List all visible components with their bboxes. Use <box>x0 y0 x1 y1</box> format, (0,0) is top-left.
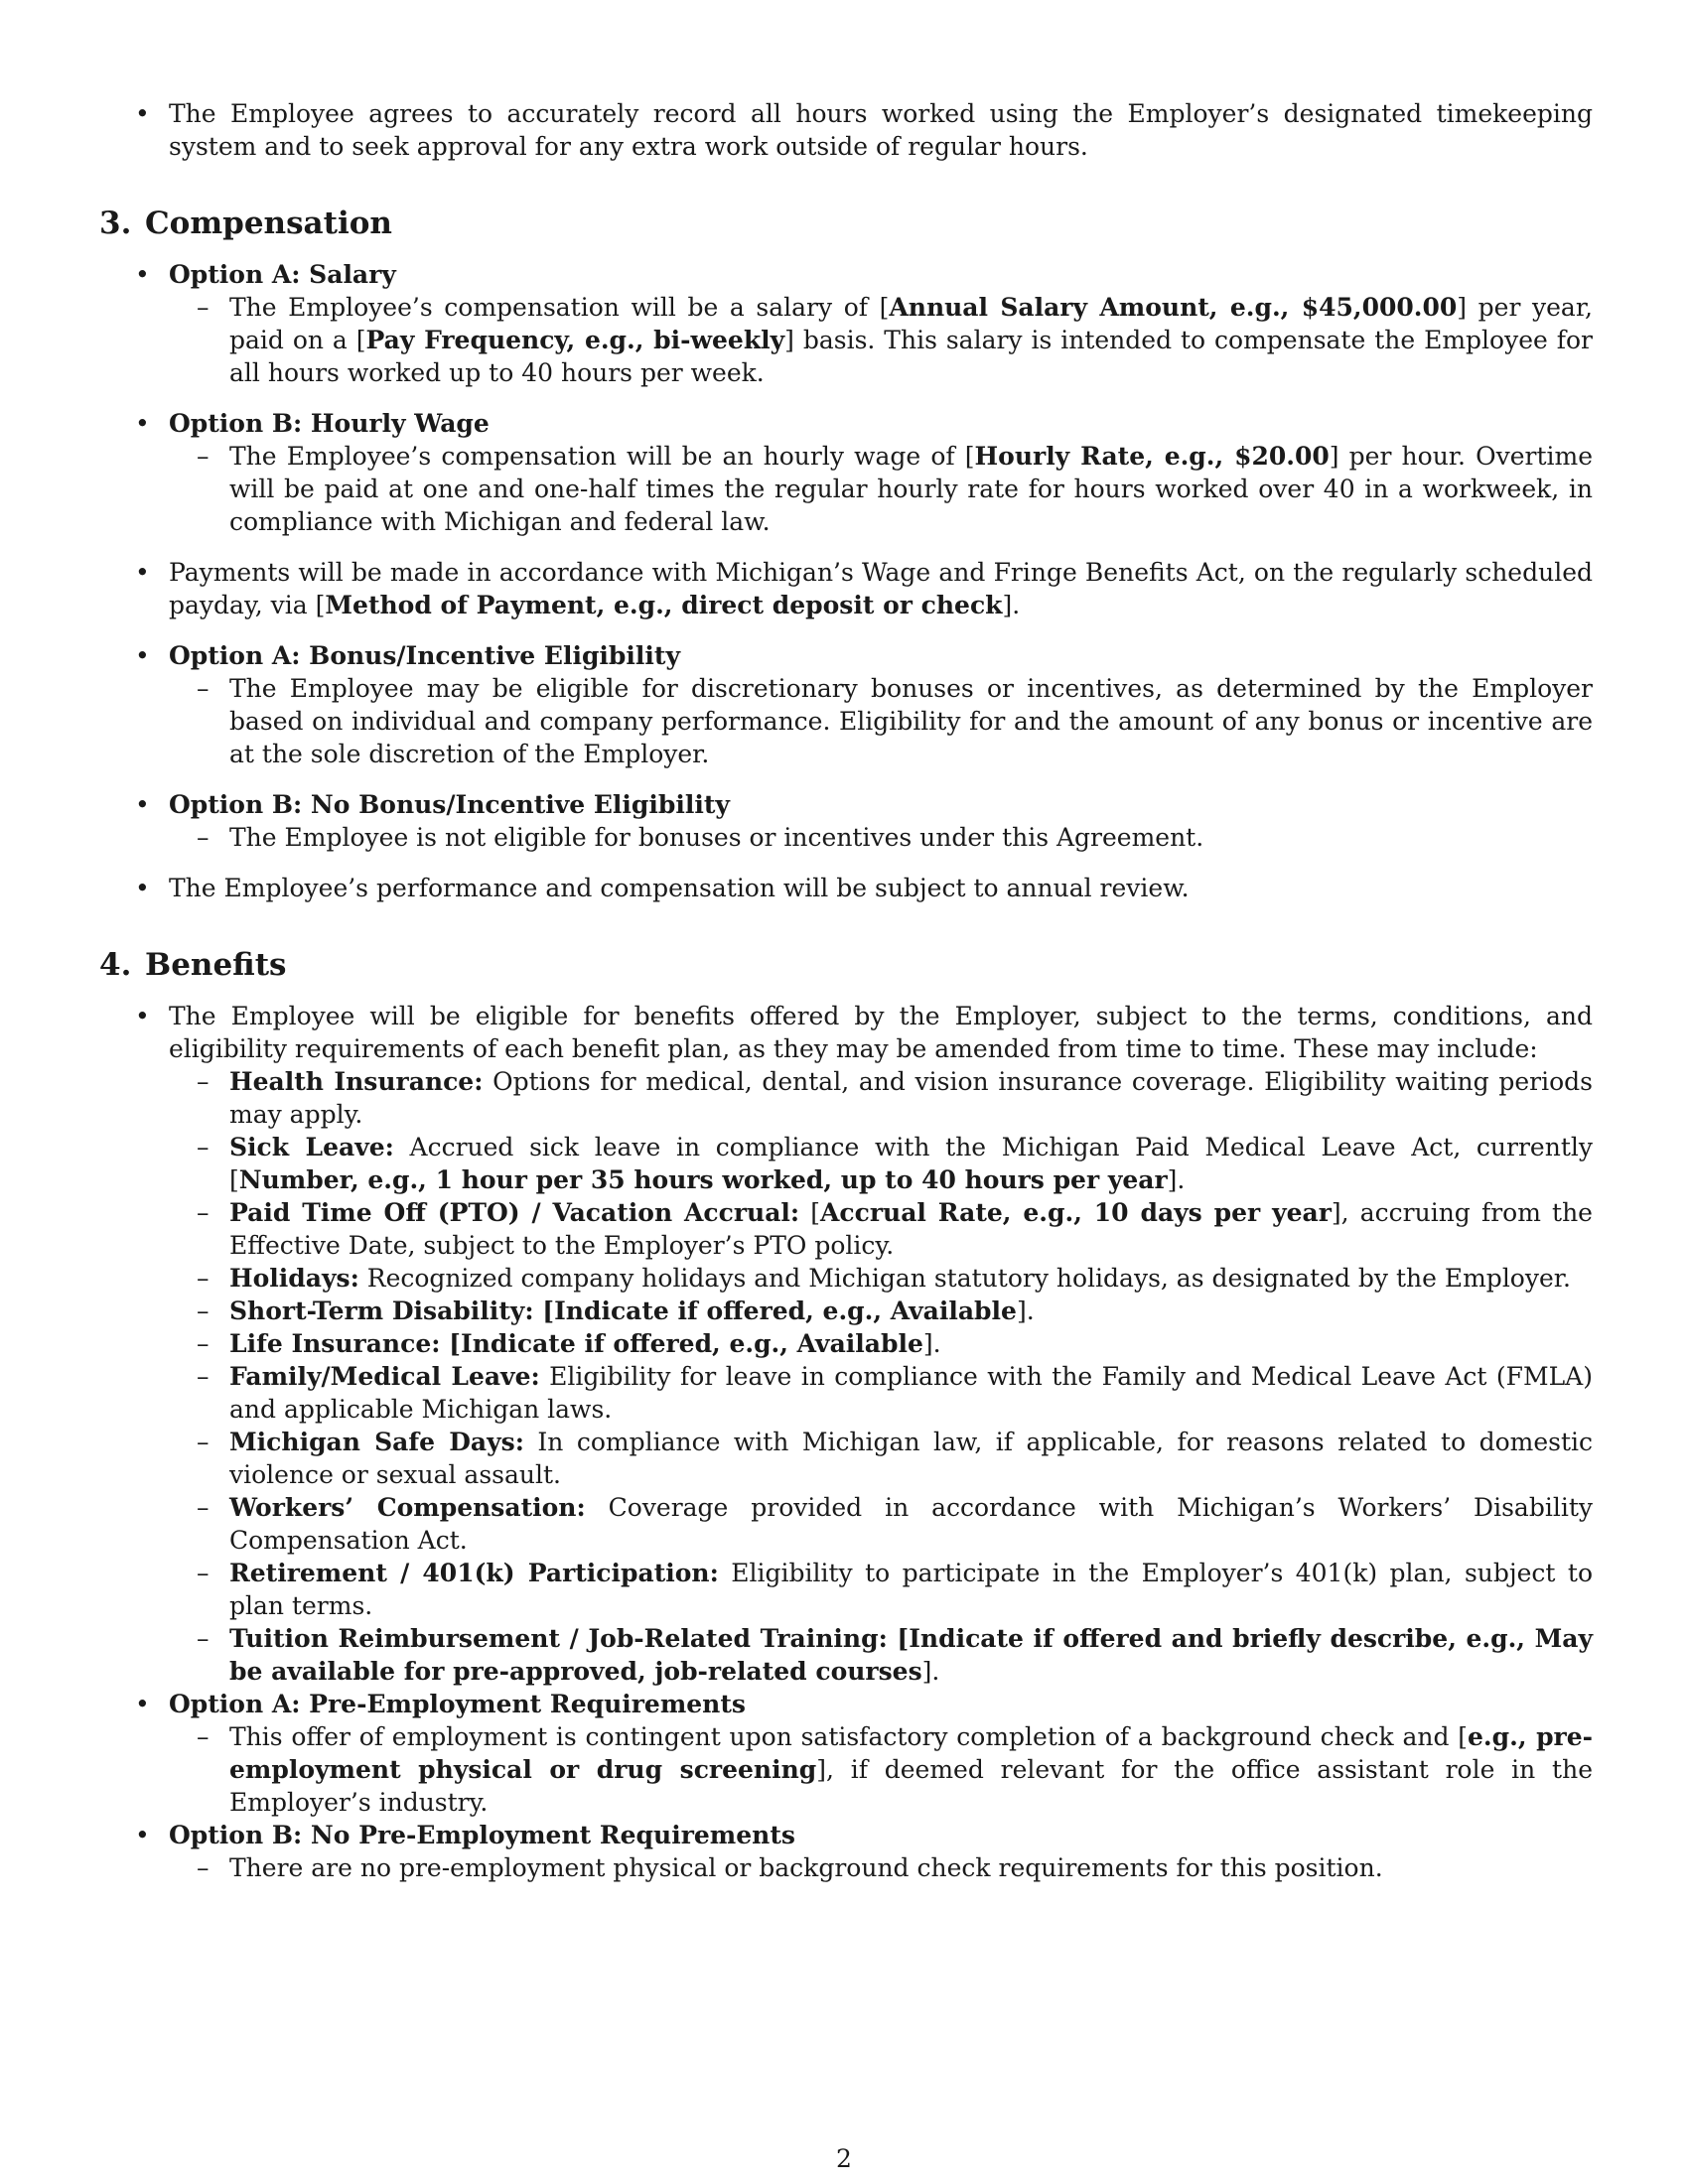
benefit-family-medical-leave: – Family/Medical Leave: Eligibility for leave in compliance with the Family and Medical Leave Act (FMLA) and applicable Michigan laws. <box>169 1360 1593 1426</box>
benefits-list <box>99 1000 1593 1884</box>
benefit-pto: – Paid Time Off (PTO) / Vacation Accrual: [Accrual Rate, e.g., 10 days per year], accruing from the Effective Date, subject to the Employer’s PTO policy. <box>169 1196 1593 1262</box>
sub-list-item: – The Employee may be eligible for discretionary bonuses or incentives, as determined by the Employer based on individual and company performance. Eligibility for and the amount of any bonus or incentive are at the sole discretion of the Employer. <box>169 672 1593 770</box>
sub-list <box>169 1065 1593 1688</box>
list-item: • Option B: No Pre-Employment Requirements – There are no pre-employment physical or background check requirements for this position. <box>99 1819 1593 1884</box>
benefit-holidays: – Holidays: Recognized company holidays and Michigan statutory holidays, as designated by the Employer. <box>169 1262 1593 1295</box>
list-item: • The Employee will be eligible for benefits offered by the Employer, subject to the terms, conditions, and eligibility requirements of each benefit plan, as they may be amended from time to time. These may include: – Health Insurance: Options for medical, dental, and vision insurance coverage. Eligibility waiting periods may apply. – Sick Leave: Accrued sick leave in compliance with the Michigan Paid Medical Leave Act, currently [Number, e.g., 1 hour per 35 hours worked, up to 40 hours per year]. – Paid Time Off (PTO) / Vacation Accrual: [Accrual Rate, e.g., 10 days per year], accruing from the Effective Date, subject to the Employer’s PTO policy. – Holidays: Recognized company holidays and Michigan statutory holidays, as designated by the Employer. – Short-Term Disability: [Indicate if offered, e.g., Available]. – Life Insurance: [Indicate if offered, e.g., Available]. – Family/Medical Leave: Eligibility for leave in compliance with the Family and Medical Leave Act (FMLA) and applicable Michigan laws. – Michigan Safe Days: In compliance with Michigan law, if applicable, for reasons related to domestic violence or sexual assault. – Workers’ Compensation: Coverage provided in accordance with Michigan’s Workers’ Disability Compensation Act. – Retirement / 401(k) Participation: Eligibility to participate in the Employer’s 401(k) plan, subject to plan terms. – Tuition Reimbursement / Job-Related Training: [Indicate if offered and briefly describe, e.g., May be available for pre-approved, job-related courses]. <box>99 1000 1593 1688</box>
list-item: • Option A: Pre-Employment Requirements – This offer of employment is contingent upon satisfactory completion of a background check and [e.g., pre-employment physical or drug screening], if deemed relevant for the office assistant role in the Employer’s industry. <box>99 1688 1593 1819</box>
sub-list-item: – The Employee is not eligible for bonuses or incentives under this Agreement. <box>169 821 1593 854</box>
list-item: • Option A: Bonus/Incentive Eligibility – The Employee may be eligible for discretionary bonuses or incentives, as determined by the Employer based on individual and company performance. Eligibility for and the amount of any bonus or incentive are at the sole discretion of the Employer. <box>99 639 1593 770</box>
sub-list <box>169 1720 1593 1819</box>
section-heading-compensation: 3. Compensation <box>99 205 392 241</box>
list-item: • Option B: Hourly Wage – The Employee’s compensation will be an hourly wage of [Hourly Rate, e.g., $20.00] per hour. Overtime will be paid at one and one-half times the regular hourly rate for hours worked over 40 in a workweek, in compliance with Michigan and federal law. <box>99 407 1593 538</box>
benefit-sick-leave: – Sick Leave: Accrued sick leave in compliance with the Michigan Paid Medical Leave Act, currently [Number, e.g., 1 hour per 35 hours worked, up to 40 hours per year]. <box>169 1131 1593 1196</box>
sub-list <box>169 440 1593 538</box>
benefit-retirement: – Retirement / 401(k) Participation: Eligibility to participate in the Employer’s 401(k) plan, subject to plan terms. <box>169 1557 1593 1622</box>
benefit-short-term-disability: – Short-Term Disability: [Indicate if offered, e.g., Available]. <box>169 1295 1593 1327</box>
benefit-tuition: – Tuition Reimbursement / Job-Related Training: [Indicate if offered and briefly describe, e.g., May be available for pre-approved, job-related courses]. <box>169 1622 1593 1688</box>
intro-list <box>99 97 1593 163</box>
benefit-michigan-safe-days: – Michigan Safe Days: In compliance with Michigan law, if applicable, for reasons related to domestic violence or sexual assault. <box>169 1426 1593 1491</box>
compensation-list <box>99 258 1593 904</box>
list-item: • Payments will be made in accordance with Michigan’s Wage and Fringe Benefits Act, on the regularly scheduled payday, via [Method of Payment, e.g., direct deposit or check]. <box>99 556 1593 621</box>
sub-list-item: – The Employee’s compensation will be a salary of [Annual Salary Amount, e.g., $45,000.00] per year, paid on a [Pay Frequency, e.g., bi-weekly] basis. This salary is intended to compensate the Employee for all hours worked up to 40 hours per week. <box>169 291 1593 389</box>
sub-list <box>169 821 1593 854</box>
sub-list-item: – The Employee’s compensation will be an hourly wage of [Hourly Rate, e.g., $20.00] per hour. Overtime will be paid at one and one-half times the regular hourly rate for hours worked over 40 in a workweek, in compliance with Michigan and federal law. <box>169 440 1593 538</box>
sub-list <box>169 1851 1593 1884</box>
list-item: • Option B: No Bonus/Incentive Eligibility – The Employee is not eligible for bonuses or incentives under this Agreement. <box>99 788 1593 854</box>
benefit-workers-compensation: – Workers’ Compensation: Coverage provided in accordance with Michigan’s Workers’ Disability Compensation Act. <box>169 1491 1593 1557</box>
section-heading-benefits: 4. Benefits <box>99 947 287 983</box>
sub-list <box>169 672 1593 770</box>
sub-list-item: – There are no pre-employment physical or background check requirements for this position. <box>169 1851 1593 1884</box>
list-item: • The Employee agrees to accurately record all hours worked using the Employer’s designated timekeeping system and to seek approval for any extra work outside of regular hours. <box>99 97 1593 163</box>
sub-list <box>169 291 1593 389</box>
list-item: • The Employee’s performance and compensation will be subject to annual review. <box>99 872 1593 904</box>
document-page <box>99 97 1593 1884</box>
benefit-life-insurance: – Life Insurance: [Indicate if offered, e.g., Available]. <box>169 1327 1593 1360</box>
sub-list-item: – This offer of employment is contingent upon satisfactory completion of a background check and [e.g., pre-employment physical or drug screening], if deemed relevant for the office assistant role in the Employer’s industry. <box>169 1720 1593 1819</box>
page-number: 2 <box>836 2144 852 2173</box>
list-item: • Option A: Salary – The Employee’s compensation will be a salary of [Annual Salary Amount, e.g., $45,000.00] per year, paid on a [Pay Frequency, e.g., bi-weekly] basis. This salary is intended to compensate the Employee for all hours worked up to 40 hours per week. <box>99 258 1593 389</box>
benefit-health: – Health Insurance: Options for medical, dental, and vision insurance coverage. Eligibility waiting periods may apply. <box>169 1065 1593 1131</box>
